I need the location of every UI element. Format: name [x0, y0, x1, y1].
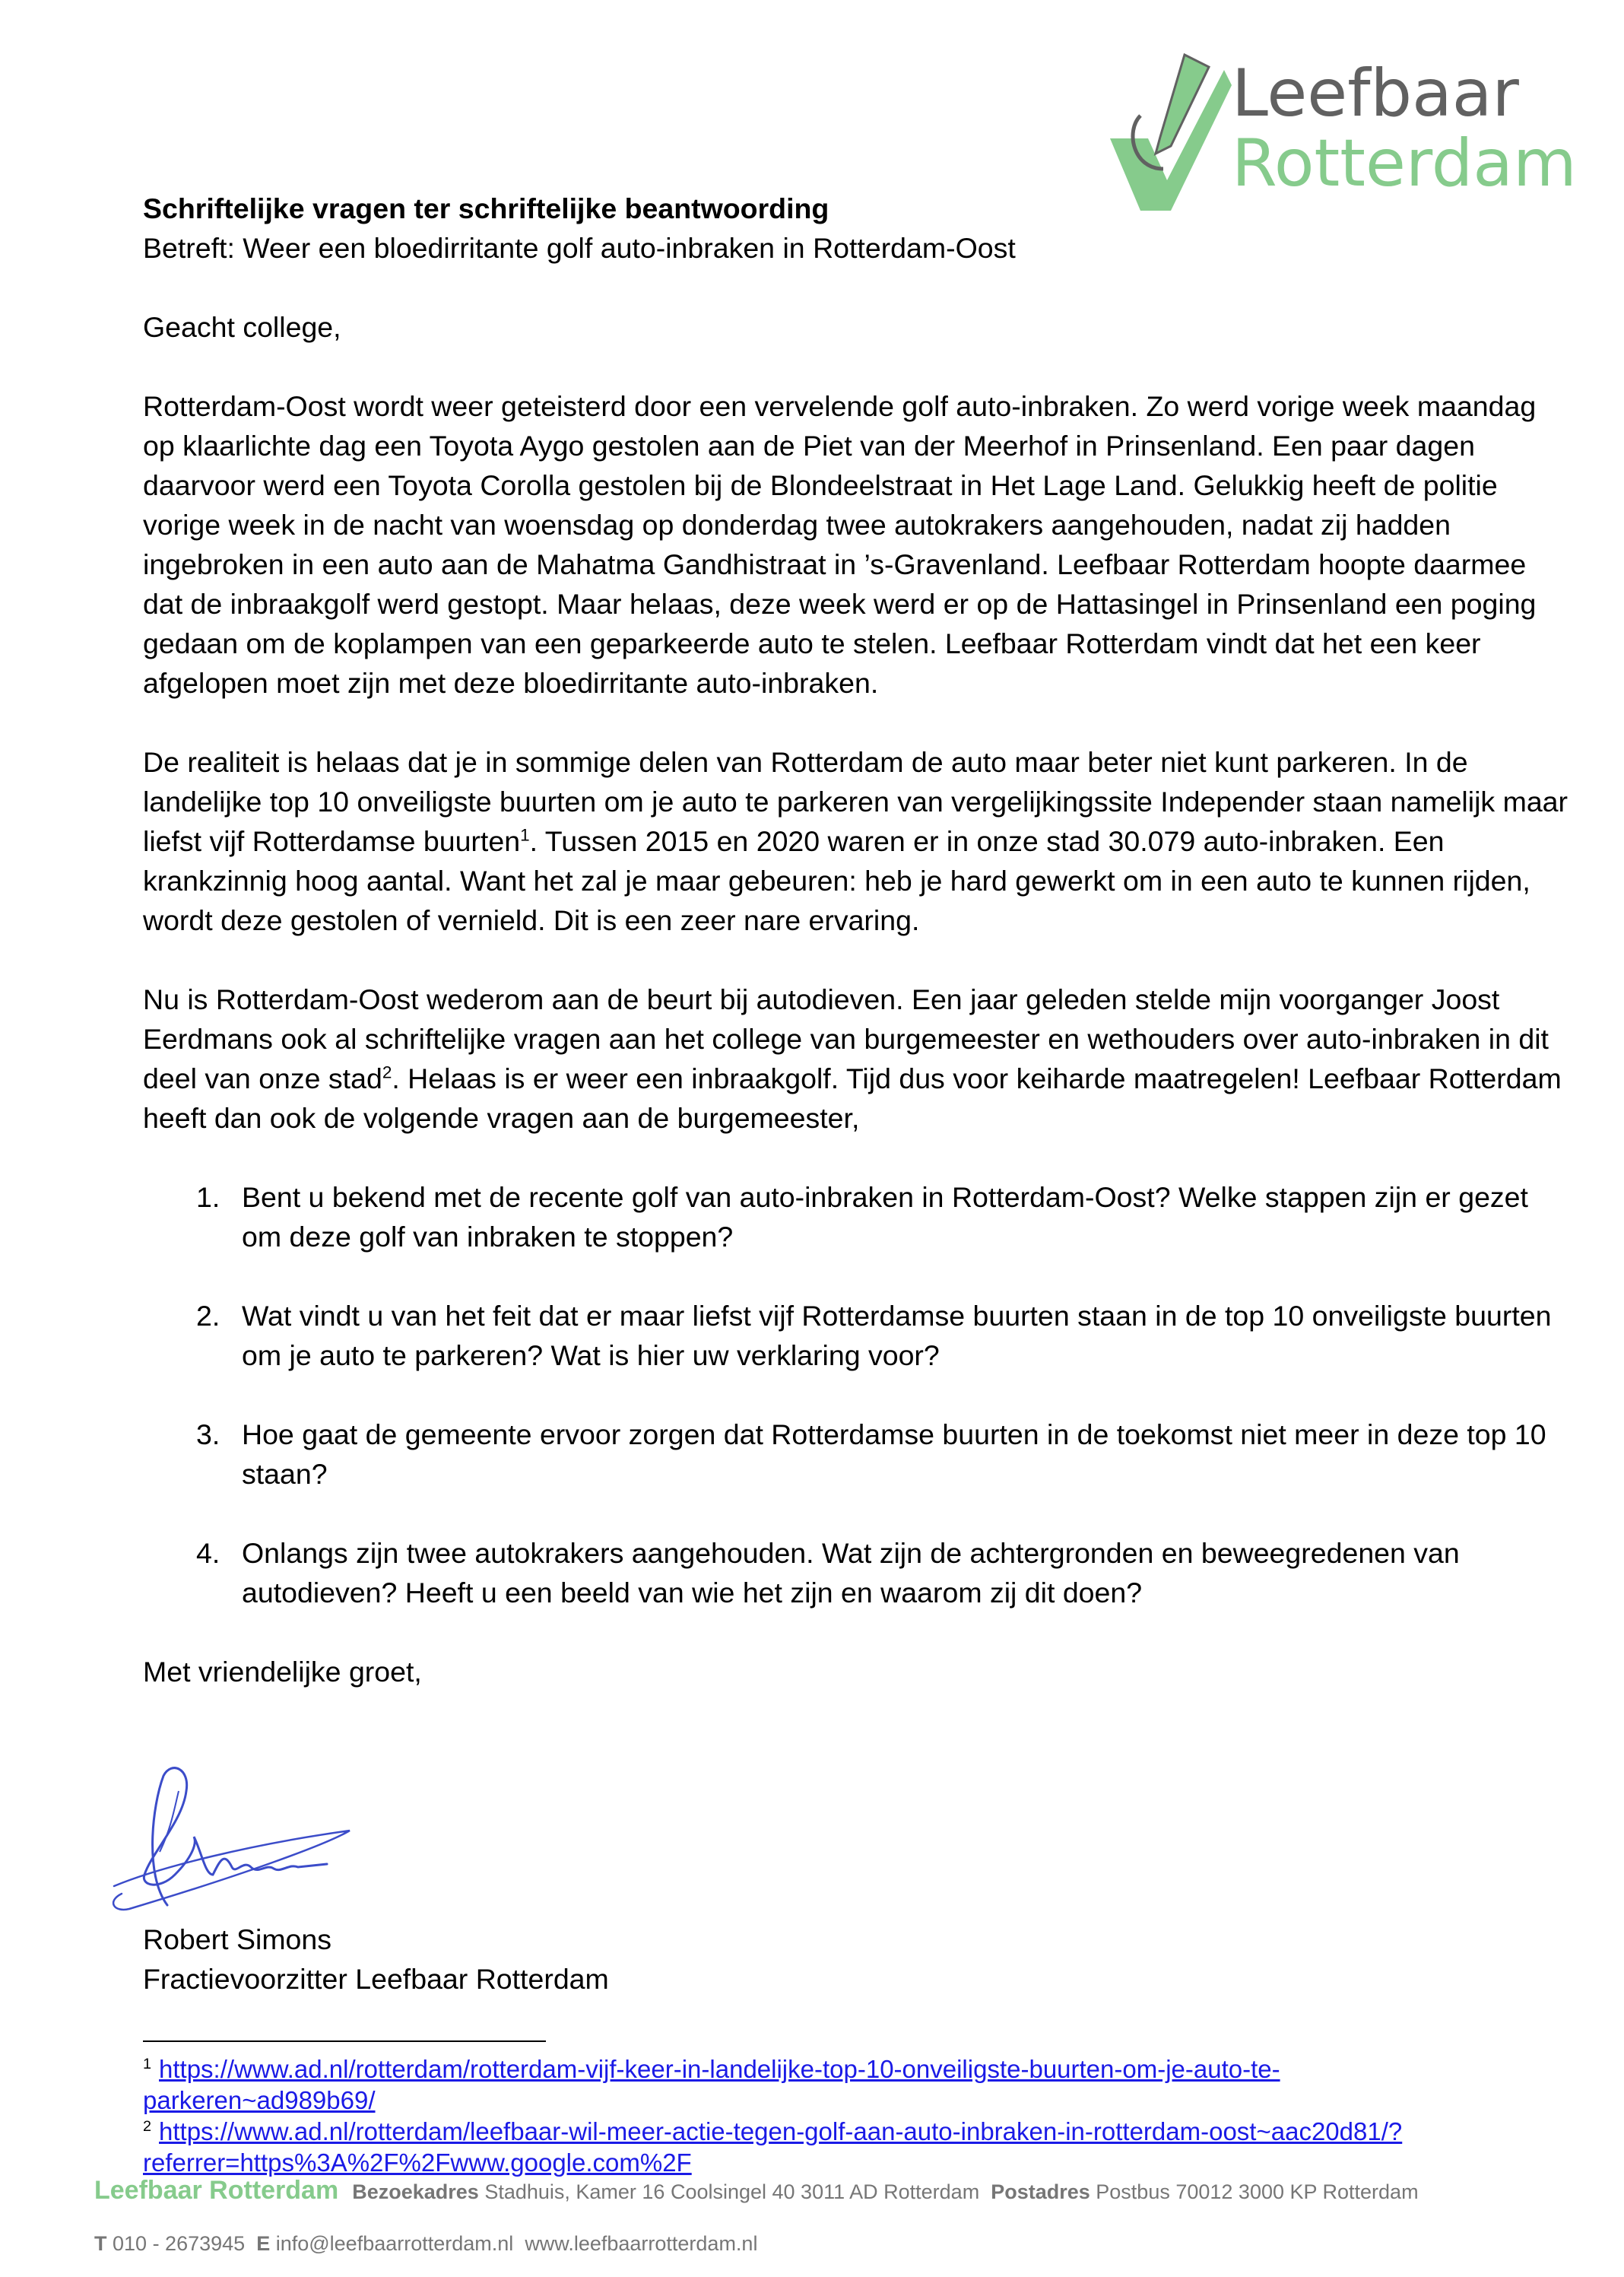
- salutation: Geacht college,: [143, 311, 341, 343]
- question-text: Onlangs zijn twee autokrakers aangehouden. Wat zijn de achtergronden en beweegredenen van autodieven? Heeft u een beeld van wie het zijn en waarom zij dit doen?: [242, 1537, 1460, 1609]
- question-number: 1.: [196, 1181, 220, 1213]
- paragraph-2-text-a: De realiteit is helaas dat je in sommige delen van Rotterdam de auto maar beter niet kunt parkeren. In de landelijke top 10 onveiligste buurten om je auto te parkeren van vergelijkingssite Independer staan namelijk maar liefst vijf Rotterdamse buurten: [143, 746, 1568, 857]
- paragraph-3: [143, 980, 1572, 1138]
- footnote-1: [143, 2053, 1511, 2116]
- question-number: 3.: [196, 1418, 220, 1450]
- footer-website[interactable]: www.leefbaarrotterdam.nl: [525, 2232, 758, 2255]
- signer-name: Robert Simons: [143, 1923, 332, 1955]
- footer-phone: 010 - 2673945: [113, 2232, 246, 2255]
- signer-role: Fractievoorzitter Leefbaar Rotterdam: [143, 1963, 609, 1995]
- letter-title: Schriftelijke vragen ter schriftelijke beantwoording: [143, 192, 829, 224]
- footnote-number: 2: [143, 2118, 152, 2135]
- questions-list: [143, 1177, 1572, 1612]
- footer-postal-address: Postbus 70012 3000 KP Rotterdam: [1096, 2180, 1419, 2203]
- question-text: Bent u bekend met de recente golf van auto-inbraken in Rotterdam-Oost? Welke stappen zijn er gezet om deze golf van inbraken te stoppen?: [242, 1181, 1528, 1253]
- footer-email-label: E: [256, 2232, 271, 2255]
- logo-text-leefbaar: Leefbaar: [1232, 56, 1519, 132]
- question-text: Wat vindt u van het feit dat er maar liefst vijf Rotterdamse buurten staan in de top 10 onveiligste buurten om je auto te parkeren? Wat is hier uw verklaring voor?: [242, 1300, 1552, 1371]
- footnote-link-2[interactable]: https://www.ad.nl/rotterdam/leefbaar-wil-meer-actie-tegen-golf-aan-auto-inbraken-in-rotterdam-oost~aac20d81/?referrer=https%3A%2F%2Fwww.google.com%2F: [143, 2117, 1403, 2177]
- question-item: [143, 1415, 1572, 1494]
- footnote-ref-2[interactable]: 2: [382, 1062, 392, 1082]
- handwritten-signature: [99, 1761, 395, 1920]
- footer-address-line: [94, 2177, 1419, 2206]
- letter-subject: Betreft: Weer een bloedirritante golf auto-inbraken in Rotterdam-Oost: [143, 232, 1016, 264]
- question-item: [143, 1296, 1572, 1375]
- footnote-2: [143, 2116, 1511, 2178]
- footer-contact-line: [94, 2230, 757, 2257]
- footnote-link-1[interactable]: https://www.ad.nl/rotterdam/rotterdam-vijf-keer-in-landelijke-top-10-onveiligste-buurten-om-je-auto-te-parkeren~ad989b69/: [143, 2055, 1280, 2114]
- footer-visit-label: Bezoekadres: [352, 2180, 479, 2203]
- footer-postal-label: Postadres: [991, 2180, 1090, 2203]
- question-item: [143, 1533, 1572, 1612]
- footer-phone-label: T: [94, 2232, 107, 2255]
- paragraph-2-text-b: . Tussen 2015 en 2020 waren er in onze stad 30.079 auto-inbraken. Een krankzinnig hoog aantal. Want het zal je maar gebeuren: heb je hard gewerkt om in een auto te kunnen rijden, wordt deze gestolen of vernield. Dit is een zeer nare ervaring.: [143, 825, 1530, 936]
- question-number: 2.: [196, 1300, 220, 1332]
- letter-body: [143, 189, 1572, 1691]
- question-number: 4.: [196, 1537, 220, 1569]
- footer-brand: Leefbaar Rotterdam: [94, 2176, 339, 2205]
- footnote-divider: [143, 2040, 546, 2042]
- logo-text-rotterdam: Rotterdam: [1232, 125, 1577, 202]
- paragraph-3-text-a: Nu is Rotterdam-Oost wederom aan de beurt bij autodieven. Een jaar geleden stelde mijn voorganger Joost Eerdmans ook al schriftelijke vragen aan het college van burgemeester en wethouders over auto-inbraken in dit deel van onze stad: [143, 983, 1549, 1094]
- footnotes: [143, 2053, 1511, 2178]
- footnote-ref-1[interactable]: 1: [520, 825, 530, 845]
- footer-visit-address: Stadhuis, Kamer 16 Coolsingel 40 3011 AD Rotterdam: [484, 2180, 980, 2203]
- footnote-number: 1: [143, 2056, 152, 2072]
- closing: Met vriendelijke groet,: [143, 1656, 422, 1688]
- signer-block: [143, 1920, 609, 1999]
- paragraph-2: [143, 742, 1572, 940]
- question-text: Hoe gaat de gemeente ervoor zorgen dat Rotterdamse buurten in de toekomst niet meer in deze top 10 staan?: [242, 1418, 1546, 1490]
- question-item: [143, 1177, 1572, 1256]
- footer-email[interactable]: info@leefbaarrotterdam.nl: [275, 2232, 514, 2255]
- paragraph-3-text-b: . Helaas is er weer een inbraakgolf. Tijd dus voor keiharde maatregelen! Leefbaar Rotterdam heeft dan ook de volgende vragen aan de burgemeester,: [143, 1062, 1562, 1134]
- paragraph-1: Rotterdam-Oost wordt weer geteisterd door een vervelende golf auto-inbraken. Zo werd vorige week maandag op klaarlichte dag een Toyota Aygo gestolen aan de Piet van der Meerhof in Prinsenland. Een paar dagen daarvoor werd een Toyota Corolla gestolen bij de Blondeelstraat in Het Lage Land. Gelukkig heeft de politie vorige week in de nacht van woensdag op donderdag twee autokrakers aangehouden, nadat zij hadden ingebroken in een auto aan de Mahatma Gandhistraat in ’s-Gravenland. Leefbaar Rotterdam hoopte daarmee dat de inbraakgolf werd gestopt. Maar helaas, deze week werd er op de Hattasingel in Prinsenland een poging gedaan om de koplampen van een geparkeerde auto te stelen. Leefbaar Rotterdam vindt dat het een keer afgelopen moet zijn met deze bloedirritante auto-inbraken.: [143, 390, 1537, 699]
